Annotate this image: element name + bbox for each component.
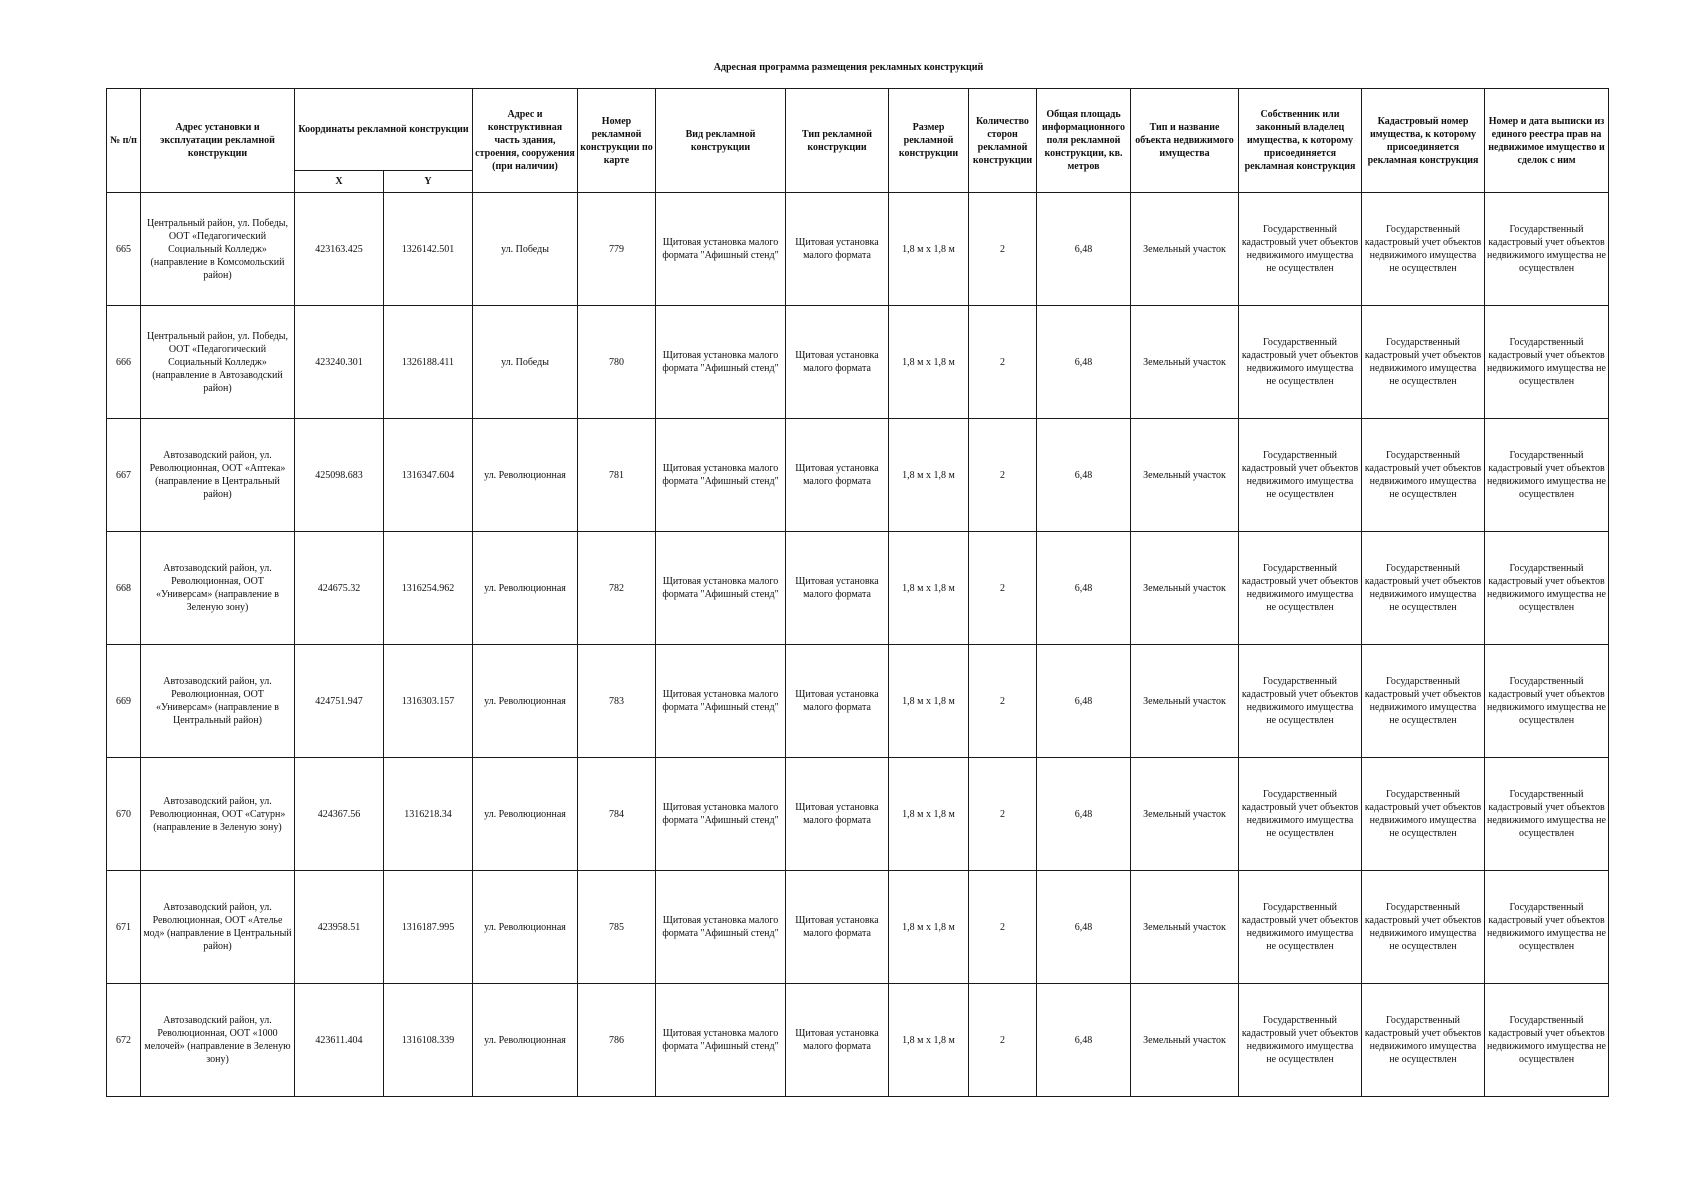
cell-registry: Государственный кадастровый учет объектов недвижимого имущества не осуществлен (1485, 984, 1609, 1097)
table-body (107, 193, 1609, 1097)
cell-size: 1,8 м х 1,8 м (889, 306, 969, 419)
cell-property: Земельный участок (1131, 306, 1239, 419)
cell-owner: Государственный кадастровый учет объектов недвижимого имущества не осуществлен (1239, 532, 1362, 645)
header-property: Тип и название объекта недвижимого имущества (1131, 89, 1239, 193)
cell-num: 666 (107, 306, 141, 419)
cell-map-num: 781 (578, 419, 656, 532)
header-x: X (295, 171, 384, 193)
table-row (107, 984, 1609, 1097)
cell-sides: 2 (969, 306, 1037, 419)
cell-y: 1316108.339 (384, 984, 473, 1097)
cell-property: Земельный участок (1131, 984, 1239, 1097)
cell-building: ул. Победы (473, 306, 578, 419)
cell-type: Щитовая установка малого формата (786, 532, 889, 645)
cell-area: 6,48 (1037, 758, 1131, 871)
cell-property: Земельный участок (1131, 419, 1239, 532)
cell-type: Щитовая установка малого формата (786, 984, 889, 1097)
cell-kind: Щитовая установка малого формата "Афишный стенд" (656, 758, 786, 871)
cell-registry: Государственный кадастровый учет объектов недвижимого имущества не осуществлен (1485, 193, 1609, 306)
cell-y: 1316347.604 (384, 419, 473, 532)
cell-cadastral: Государственный кадастровый учет объектов недвижимого имущества не осуществлен (1362, 532, 1485, 645)
cell-x: 425098.683 (295, 419, 384, 532)
cell-num: 670 (107, 758, 141, 871)
cell-size: 1,8 м х 1,8 м (889, 871, 969, 984)
cell-kind: Щитовая установка малого формата "Афишный стенд" (656, 193, 786, 306)
cell-area: 6,48 (1037, 645, 1131, 758)
cell-cadastral: Государственный кадастровый учет объектов недвижимого имущества не осуществлен (1362, 645, 1485, 758)
cell-map-num: 786 (578, 984, 656, 1097)
header-y: Y (384, 171, 473, 193)
header-coords: Координаты рекламной конструкции (295, 89, 473, 171)
header-registry: Номер и дата выписки из единого реестра прав на недвижимое имущество и сделок с ним (1485, 89, 1609, 193)
table-row (107, 532, 1609, 645)
cell-area: 6,48 (1037, 419, 1131, 532)
cell-cadastral: Государственный кадастровый учет объектов недвижимого имущества не осуществлен (1362, 306, 1485, 419)
table-row (107, 193, 1609, 306)
cell-x: 423163.425 (295, 193, 384, 306)
cell-sides: 2 (969, 532, 1037, 645)
cell-property: Земельный участок (1131, 871, 1239, 984)
cell-address: Автозаводский район, ул. Революционная, ООТ «Универсам» (направление в Центральный район) (141, 645, 295, 758)
cell-building: ул. Революционная (473, 532, 578, 645)
header-area: Общая площадь информационного поля рекламной конструкции, кв. метров (1037, 89, 1131, 193)
cell-map-num: 785 (578, 871, 656, 984)
cell-building: ул. Революционная (473, 984, 578, 1097)
cell-x: 423958.51 (295, 871, 384, 984)
cell-x: 423240.301 (295, 306, 384, 419)
cell-map-num: 783 (578, 645, 656, 758)
table-row (107, 306, 1609, 419)
cell-area: 6,48 (1037, 532, 1131, 645)
cell-sides: 2 (969, 193, 1037, 306)
cell-address: Центральный район, ул. Победы, ООТ «Педагогический Социальный Колледж» (направление в Комсомольский район) (141, 193, 295, 306)
cell-num: 668 (107, 532, 141, 645)
cell-kind: Щитовая установка малого формата "Афишный стенд" (656, 645, 786, 758)
header-map-num: Номер рекламной конструкции по карте (578, 89, 656, 193)
cell-type: Щитовая установка малого формата (786, 758, 889, 871)
cell-sides: 2 (969, 758, 1037, 871)
table-row (107, 645, 1609, 758)
cell-property: Земельный участок (1131, 758, 1239, 871)
cell-size: 1,8 м х 1,8 м (889, 645, 969, 758)
cell-map-num: 779 (578, 193, 656, 306)
table-row (107, 419, 1609, 532)
cell-property: Земельный участок (1131, 645, 1239, 758)
cell-address: Центральный район, ул. Победы, ООТ «Педагогический Социальный Колледж» (направление в Автозаводский район) (141, 306, 295, 419)
cell-y: 1326142.501 (384, 193, 473, 306)
cell-owner: Государственный кадастровый учет объектов недвижимого имущества не осуществлен (1239, 758, 1362, 871)
cell-x: 424675.32 (295, 532, 384, 645)
cell-map-num: 780 (578, 306, 656, 419)
cell-address: Автозаводский район, ул. Революционная, ООТ «Универсам» (направление в Зеленую зону) (141, 532, 295, 645)
header-cadastral: Кадастровый номер имущества, к которому присоединяется рекламная конструкция (1362, 89, 1485, 193)
cell-y: 1316218.34 (384, 758, 473, 871)
cell-address: Автозаводский район, ул. Революционная, ООТ «Ателье мод» (направление в Центральный район) (141, 871, 295, 984)
cell-registry: Государственный кадастровый учет объектов недвижимого имущества не осуществлен (1485, 758, 1609, 871)
cell-x: 423611.404 (295, 984, 384, 1097)
cell-kind: Щитовая установка малого формата "Афишный стенд" (656, 419, 786, 532)
cell-building: ул. Революционная (473, 419, 578, 532)
cell-type: Щитовая установка малого формата (786, 871, 889, 984)
cell-type: Щитовая установка малого формата (786, 193, 889, 306)
cell-cadastral: Государственный кадастровый учет объектов недвижимого имущества не осуществлен (1362, 419, 1485, 532)
cell-num: 671 (107, 871, 141, 984)
cell-owner: Государственный кадастровый учет объектов недвижимого имущества не осуществлен (1239, 306, 1362, 419)
header-sides: Количество сторон рекламной конструкции (969, 89, 1037, 193)
cell-x: 424751.947 (295, 645, 384, 758)
cell-building: ул. Победы (473, 193, 578, 306)
cell-sides: 2 (969, 645, 1037, 758)
cell-num: 665 (107, 193, 141, 306)
table-row (107, 871, 1609, 984)
cell-kind: Щитовая установка малого формата "Афишный стенд" (656, 532, 786, 645)
cell-y: 1316187.995 (384, 871, 473, 984)
header-building: Адрес и конструктивная часть здания, строения, сооружения (при наличии) (473, 89, 578, 193)
cell-building: ул. Революционная (473, 645, 578, 758)
cell-map-num: 782 (578, 532, 656, 645)
cell-address: Автозаводский район, ул. Революционная, ООТ «Аптека» (направление в Центральный район) (141, 419, 295, 532)
cell-kind: Щитовая установка малого формата "Афишный стенд" (656, 984, 786, 1097)
header-type: Тип рекламной конструкции (786, 89, 889, 193)
cell-size: 1,8 м х 1,8 м (889, 758, 969, 871)
cell-type: Щитовая установка малого формата (786, 419, 889, 532)
cell-building: ул. Революционная (473, 871, 578, 984)
cell-cadastral: Государственный кадастровый учет объектов недвижимого имущества не осуществлен (1362, 984, 1485, 1097)
cell-area: 6,48 (1037, 193, 1131, 306)
cell-area: 6,48 (1037, 306, 1131, 419)
cell-registry: Государственный кадастровый учет объектов недвижимого имущества не осуществлен (1485, 645, 1609, 758)
header-kind: Вид рекламной конструкции (656, 89, 786, 193)
cell-building: ул. Революционная (473, 758, 578, 871)
cell-type: Щитовая установка малого формата (786, 645, 889, 758)
cell-x: 424367.56 (295, 758, 384, 871)
cell-cadastral: Государственный кадастровый учет объектов недвижимого имущества не осуществлен (1362, 871, 1485, 984)
cell-property: Земельный участок (1131, 532, 1239, 645)
cell-size: 1,8 м х 1,8 м (889, 193, 969, 306)
cell-owner: Государственный кадастровый учет объектов недвижимого имущества не осуществлен (1239, 645, 1362, 758)
cell-registry: Государственный кадастровый учет объектов недвижимого имущества не осуществлен (1485, 306, 1609, 419)
header-address: Адрес установки и эксплуатации рекламной конструкции (141, 89, 295, 193)
cell-owner: Государственный кадастровый учет объектов недвижимого имущества не осуществлен (1239, 419, 1362, 532)
cell-size: 1,8 м х 1,8 м (889, 419, 969, 532)
cell-sides: 2 (969, 984, 1037, 1097)
cell-size: 1,8 м х 1,8 м (889, 532, 969, 645)
cell-kind: Щитовая установка малого формата "Афишный стенд" (656, 871, 786, 984)
cell-num: 669 (107, 645, 141, 758)
cell-size: 1,8 м х 1,8 м (889, 984, 969, 1097)
table-header (107, 89, 1609, 193)
cell-sides: 2 (969, 419, 1037, 532)
cell-owner: Государственный кадастровый учет объектов недвижимого имущества не осуществлен (1239, 984, 1362, 1097)
cell-y: 1316254.962 (384, 532, 473, 645)
cell-address: Автозаводский район, ул. Революционная, ООТ «Сатурн» (направление в Зеленую зону) (141, 758, 295, 871)
cell-cadastral: Государственный кадастровый учет объектов недвижимого имущества не осуществлен (1362, 758, 1485, 871)
cell-y: 1316303.157 (384, 645, 473, 758)
cell-owner: Государственный кадастровый учет объектов недвижимого имущества не осуществлен (1239, 193, 1362, 306)
header-size: Размер рекламной конструкции (889, 89, 969, 193)
table-row (107, 758, 1609, 871)
cell-area: 6,48 (1037, 984, 1131, 1097)
cell-address: Автозаводский район, ул. Революционная, ООТ «1000 мелочей» (направление в Зеленую зону) (141, 984, 295, 1097)
cell-registry: Государственный кадастровый учет объектов недвижимого имущества не осуществлен (1485, 871, 1609, 984)
cell-registry: Государственный кадастровый учет объектов недвижимого имущества не осуществлен (1485, 419, 1609, 532)
cell-kind: Щитовая установка малого формата "Афишный стенд" (656, 306, 786, 419)
header-owner: Собственник или законный владелец имущества, к которому присоединяется рекламная конструкция (1239, 89, 1362, 193)
cell-property: Земельный участок (1131, 193, 1239, 306)
cell-y: 1326188.411 (384, 306, 473, 419)
cell-num: 672 (107, 984, 141, 1097)
cell-registry: Государственный кадастровый учет объектов недвижимого имущества не осуществлен (1485, 532, 1609, 645)
cell-owner: Государственный кадастровый учет объектов недвижимого имущества не осуществлен (1239, 871, 1362, 984)
advertising-program-table (106, 88, 1609, 1097)
cell-area: 6,48 (1037, 871, 1131, 984)
cell-cadastral: Государственный кадастровый учет объектов недвижимого имущества не осуществлен (1362, 193, 1485, 306)
cell-sides: 2 (969, 871, 1037, 984)
cell-num: 667 (107, 419, 141, 532)
document-title: Адресная программа размещения рекламных конструкций (713, 62, 984, 73)
cell-type: Щитовая установка малого формата (786, 306, 889, 419)
cell-map-num: 784 (578, 758, 656, 871)
header-num: № п/п (107, 89, 141, 193)
